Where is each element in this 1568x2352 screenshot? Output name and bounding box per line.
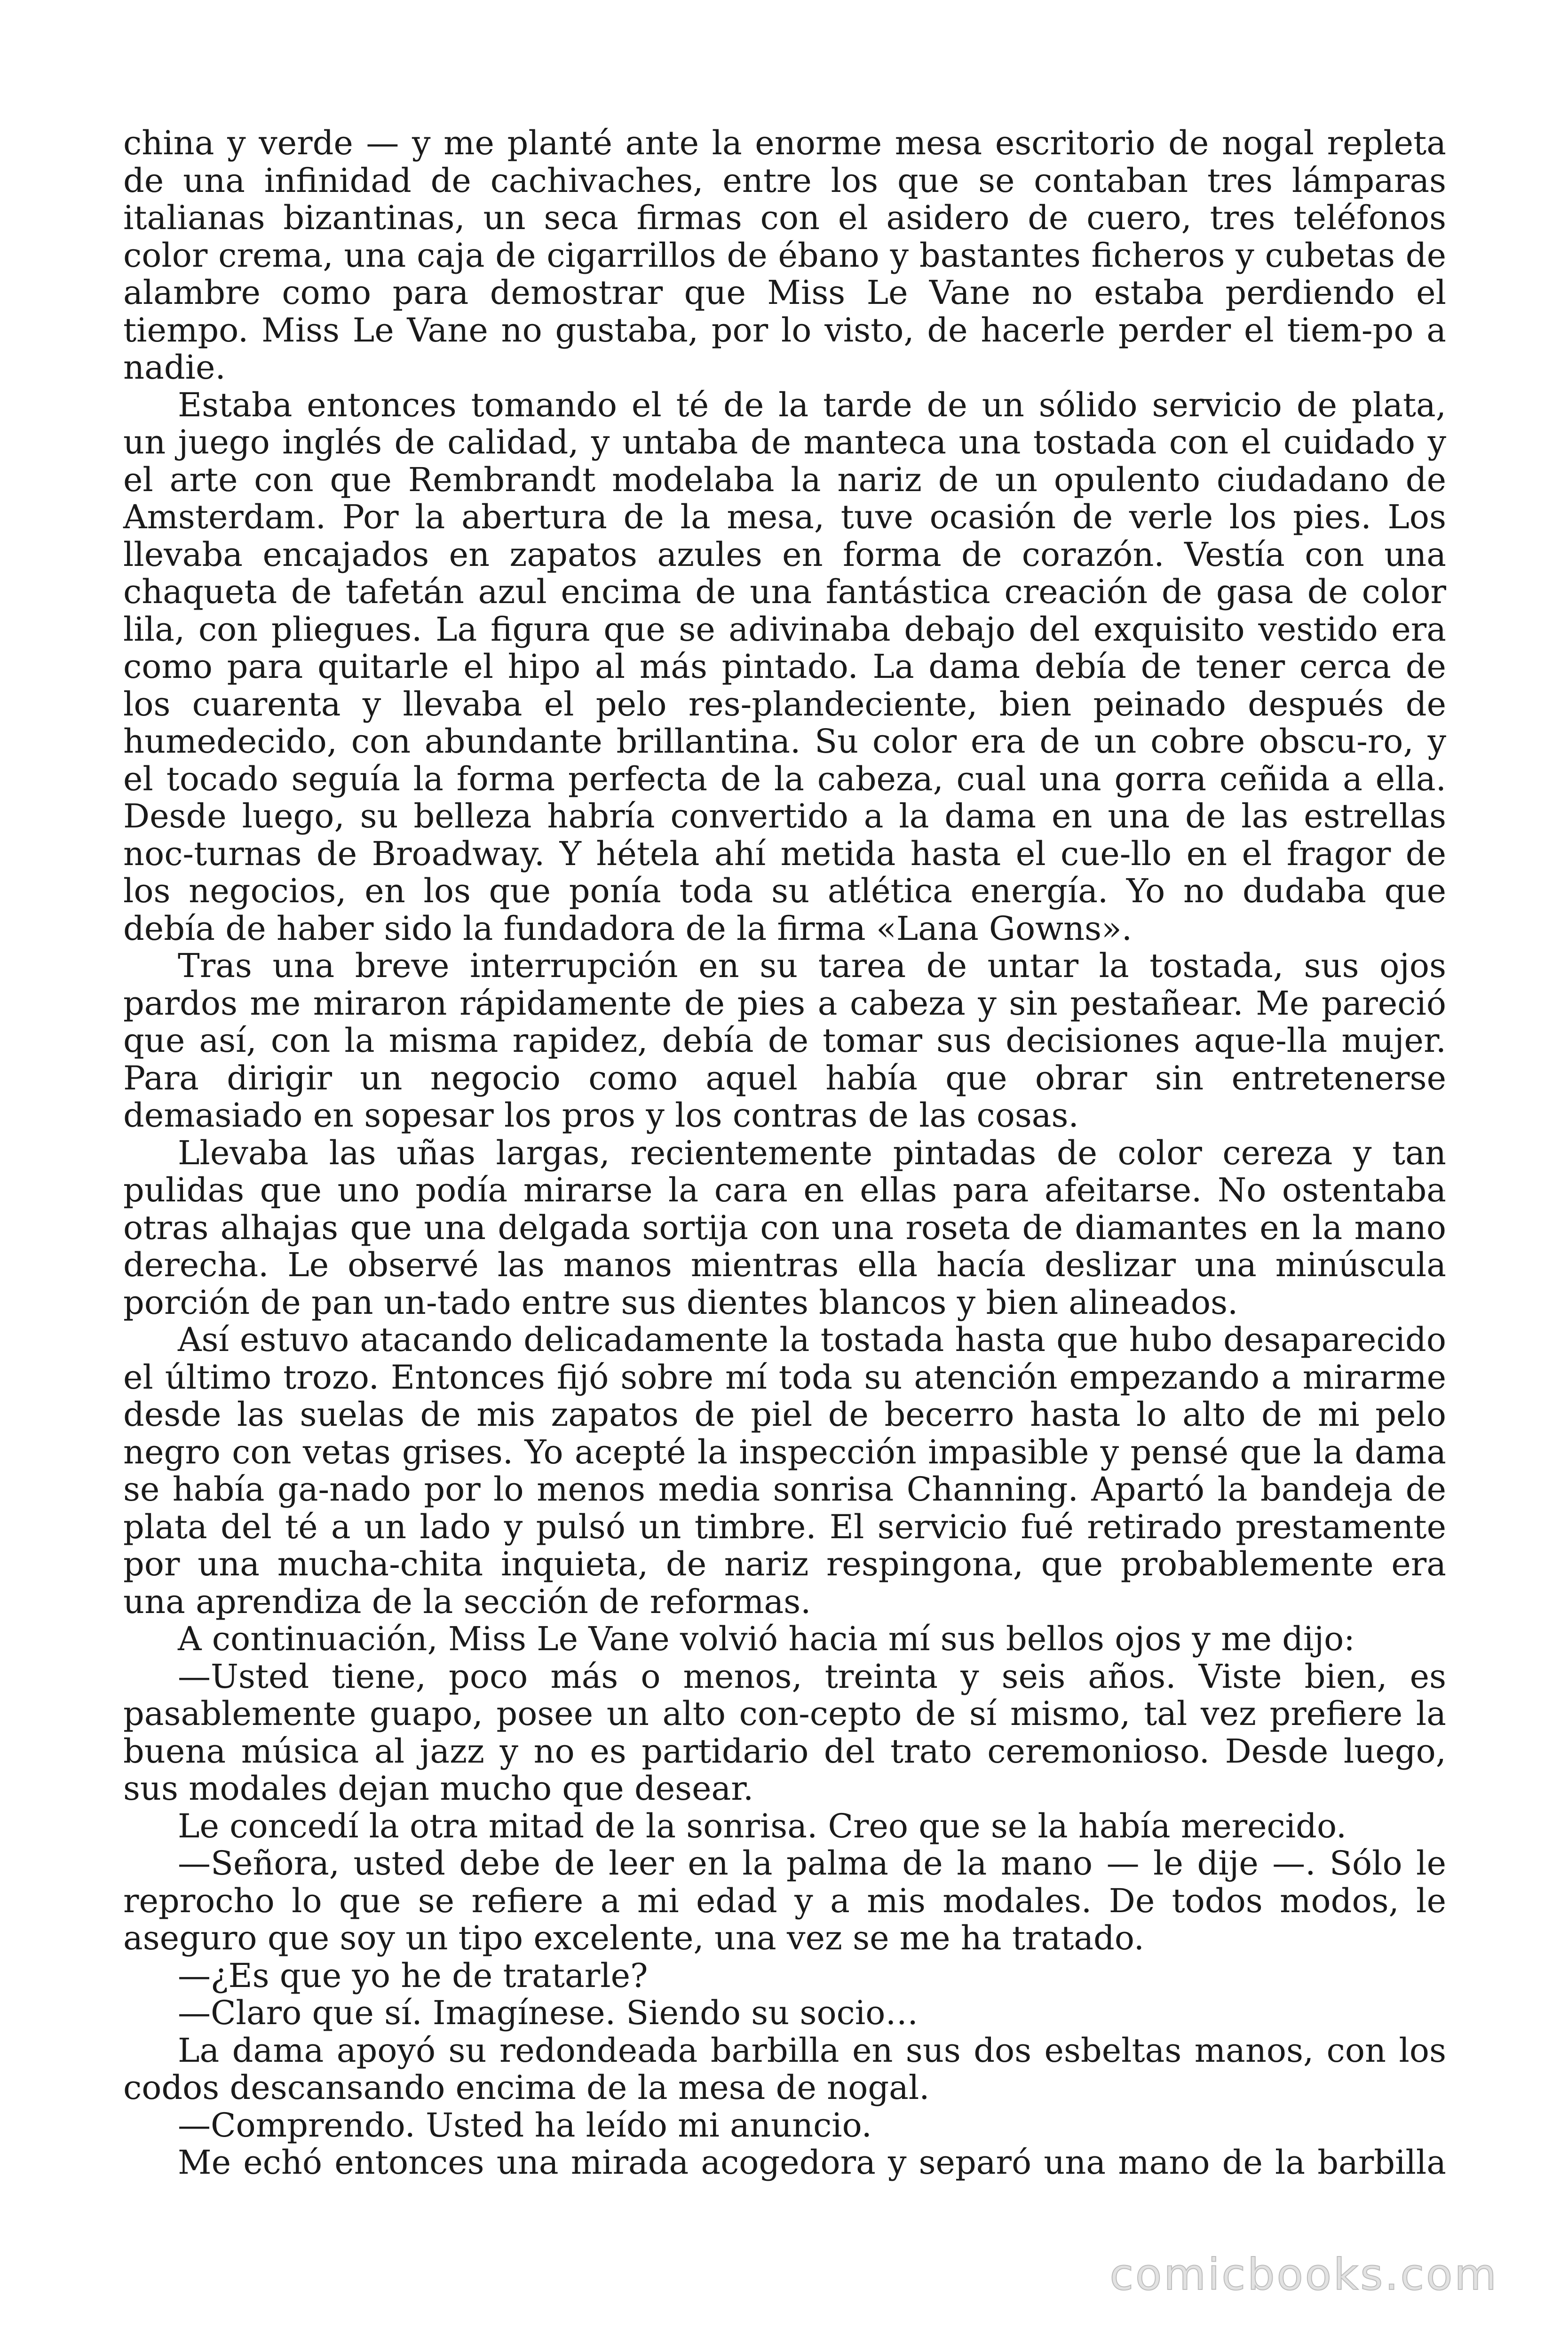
paragraph-13: —Comprendo. Usted ha leído mi anuncio. — [178, 2106, 872, 2145]
paragraph-10: —¿Es que yo he de tratarle? — [178, 1956, 648, 1995]
watermark: comicbooks.com — [1109, 2249, 1498, 2300]
paragraph-14: Me echó entonces una mirada acogedora y separó una mano de la barbilla — [178, 2143, 1446, 2182]
paragraph-8: Le concedí la otra mitad de la sonrisa. Creo que se la había merecido. — [178, 1806, 1347, 1845]
paragraph-12: La dama apoyó su redondeada barbilla en sus dos esbeltas manos, con los codos descansando encima de la mesa de nogal. — [123, 2031, 1446, 2107]
paragraph-1: china y verde — y me planté ante la enorme mesa escritorio de nogal repleta de una infinidad de cachivaches, entre los que se contaban tres lámparas italianas bizantinas, un seca firmas con el asidero de cuero, tres teléfonos color crema, una caja de cigarrillos de ébano y bastantes ficheros y cubetas de alambre como para demostrar que Miss Le Vane no estaba perdiendo el tiempo. Miss Le Vane no gustaba, por lo visto, de hacerle perder el tiem-po a nadie. — [123, 124, 1446, 387]
paragraph-11: —Claro que sí. Imagínese. Siendo su socio… — [178, 1994, 919, 2032]
paragraph-4: Llevaba las uñas largas, recientemente pintadas de color cereza y tan pulidas que uno podía mirarse la cara en ellas para afeitarse. No ostentaba otras alhajas que una delgada sortija con una roseta de diamantes en la mano derecha. Le observé las manos mientras ella hacía deslizar una minúscula porción de pan un-tado entre sus dientes blancos y bien alineados. — [123, 1133, 1446, 1322]
paragraph-5: Así estuvo atacando delicadamente la tostada hasta que hubo desaparecido el último trozo. Entonces fijó sobre mí toda su atención empezando a mirarme desde las suelas de mis zapatos de piel de becerro hasta lo alto de mi pelo negro con vetas grises. Yo acepté la inspección impasible y pensé que la dama se había ga-nado por lo menos media sonrisa Channing. Apartó la bandeja de plata del té a un lado y pulsó un timbre. El servicio fué retirado prestamente por una mucha-chita inquieta, de nariz respingona, que probablemente era una aprendiza de la sección de reformas. — [123, 1320, 1446, 1621]
paragraph-7: —Usted tiene, poco más o menos, treinta y seis años. Viste bien, es pasablemente guapo, posee un alto con-cepto de sí mismo, tal vez prefiere la buena música al jazz y no es partidario del trato ceremonioso. Desde luego, sus modales dejan mucho que desear. — [123, 1657, 1446, 1808]
paragraph-6: A continuación, Miss Le Vane volvió hacia mí sus bellos ojos y me dijo: — [178, 1620, 1355, 1658]
paragraph-9: —Señora, usted debe de leer en la palma de la mano — le dije —. Sólo le reprocho lo que se refiere a mi edad y a mis modales. De todos modos, le aseguro que soy un tipo excelente, una vez se me ha tratado. — [123, 1844, 1446, 1957]
body-text — [123, 125, 1446, 2182]
paragraph-2: Estaba entonces tomando el té de la tarde de un sólido servicio de plata, un juego inglés de calidad, y untaba de manteca una tostada con el cuidado y el arte con que Rembrandt modelaba la nariz de un opulento ciudadano de Amsterdam. Por la abertura de la mesa, tuve ocasión de verle los pies. Los llevaba encajados en zapatos azules en forma de corazón. Vestía con una chaqueta de tafetán azul encima de una fantástica creación de gasa de color lila, con pliegues. La figura que se adivinaba debajo del exquisito vestido era como para quitarle el hipo al más pintado. La dama debía de tener cerca de los cuarenta y llevaba el pelo res-plandeciente, bien peinado después de humedecido, con abundante brillantina. Su color era de un cobre obscu-ro, y el tocado seguía la forma perfecta de la cabeza, cual una gorra ceñida a ella. Desde luego, su belleza habría convertido a la dama en una de las estrellas noc-turnas de Broadway. Y hétela ahí metida hasta el cue-llo en el fragor de los negocios, en los que ponía toda su atlética energía. Yo no dudaba que debía de haber sido la fundadora de la firma «Lana Gowns». — [123, 385, 1446, 948]
paragraph-3: Tras una breve interrupción en su tarea de untar la tostada, sus ojos pardos me miraron rápidamente de pies a cabeza y sin pestañear. Me pareció que así, con la misma rapidez, debía de tomar sus decisiones aque-lla mujer. Para dirigir un negocio como aquel había que obrar sin entretenerse demasiado en sopesar los pros y los contras de las cosas. — [123, 946, 1446, 1135]
